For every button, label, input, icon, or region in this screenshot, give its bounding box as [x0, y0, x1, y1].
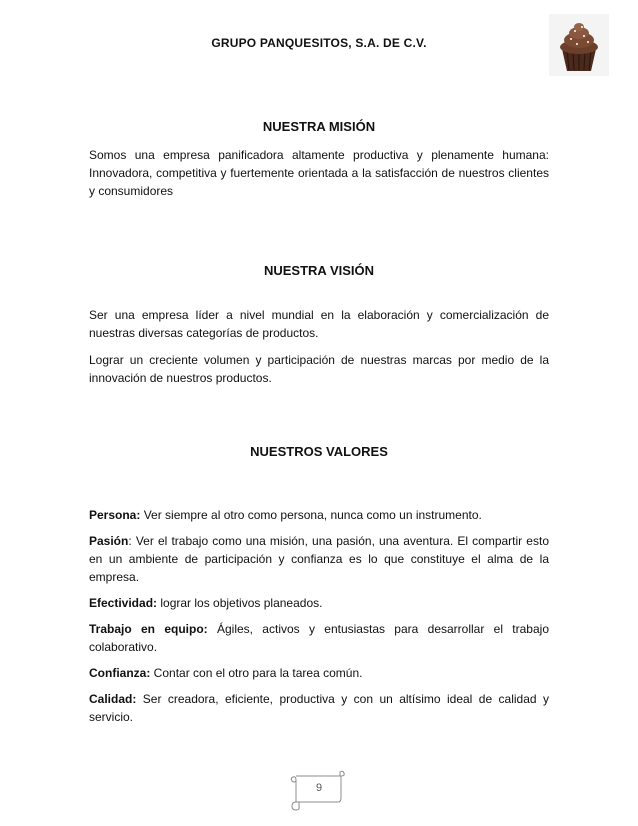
value-text: : Ver el trabajo como una misión, una pasión, una aventura. El compartir esto en un ambiente de participación y confianza es lo que constituye el alma de la empresa. — [89, 534, 549, 584]
value-item — [89, 620, 549, 656]
value-text: Ágiles, activos y entusiastas para desarrollar el trabajo colaborativo. — [89, 622, 549, 654]
cupcake-icon — [549, 14, 609, 76]
value-text: Ser creadora, eficiente, productiva y con un altísimo ideal de calidad y servicio. — [89, 692, 549, 724]
company-title: GRUPO PANQUESITOS, S.A. DE C.V. — [211, 36, 427, 50]
value-term: Calidad: — [89, 692, 137, 706]
value-text: Ver siempre al otro como persona, nunca como un instrumento. — [140, 508, 482, 522]
value-text: lograr los objetivos planeados. — [157, 596, 323, 610]
mission-heading: NUESTRA MISIÓN — [262, 119, 376, 134]
value-item — [89, 664, 549, 682]
value-term: Efectividad: — [89, 596, 158, 610]
vision-paragraph-1: Ser una empresa líder a nivel mundial en la elaboración y comercialización de nuestras diversas categorías de productos. — [89, 308, 549, 340]
value-item — [89, 506, 549, 524]
page-number-badge — [288, 768, 350, 812]
vision-heading: NUESTRA VISIÓN — [263, 263, 375, 278]
value-item — [89, 594, 549, 612]
value-item — [89, 532, 549, 586]
value-term: Pasión — [89, 534, 129, 548]
page-number: 9 — [315, 782, 323, 794]
value-term: Confianza: — [89, 666, 151, 680]
value-term: Trabajo en equipo: — [89, 622, 208, 636]
value-term: Persona: — [89, 508, 141, 522]
mission-text: Somos una empresa panificadora altamente productiva y plenamente humana: Innovadora, competitiva y fuertemente orientada a la satisfacción de nuestros clientes y consumidores — [89, 148, 549, 198]
vision-paragraph-2: Lograr un creciente volumen y participación de nuestras marcas por medio de la innovación de nuestros productos. — [89, 353, 549, 385]
value-item — [89, 690, 549, 726]
values-heading: NUESTROS VALORES — [250, 444, 388, 459]
value-text: Contar con el otro para la tarea común. — [150, 666, 363, 680]
